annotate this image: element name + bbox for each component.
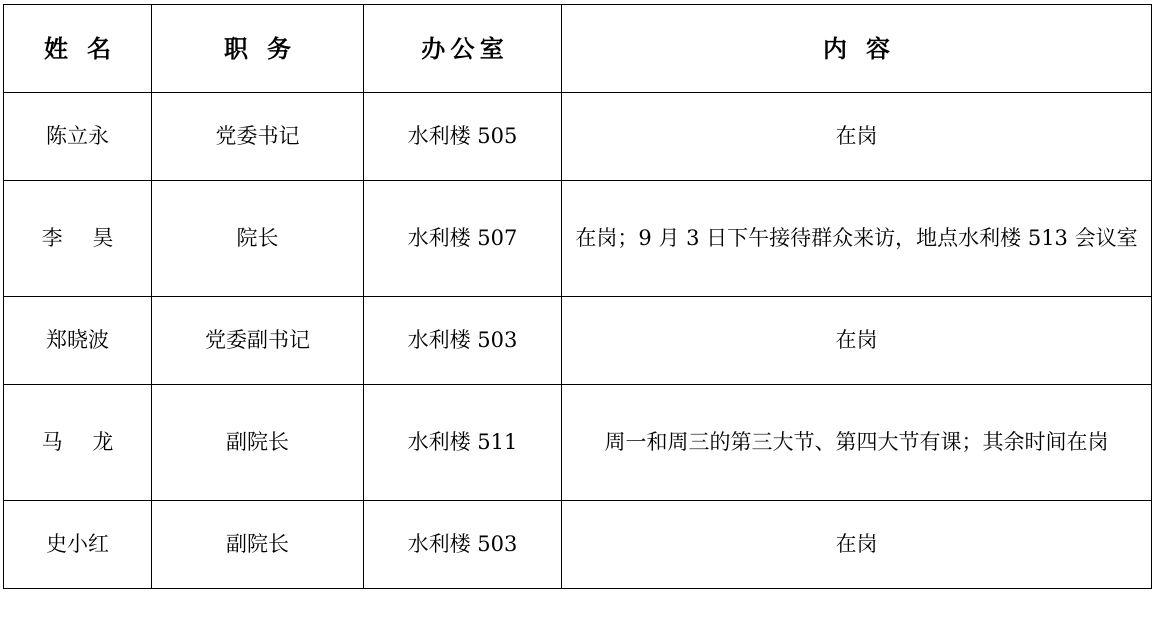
table-row — [4, 93, 1152, 181]
cell-office: 水利楼 507 — [364, 181, 562, 297]
cell-name: 李 昊 — [4, 181, 152, 297]
duty-roster-table — [3, 4, 1152, 589]
cell-title: 党委书记 — [152, 93, 364, 181]
table-header-row — [4, 5, 1152, 93]
cell-title: 副院长 — [152, 501, 364, 589]
cell-name: 郑晓波 — [4, 297, 152, 385]
cell-content: 在岗；9 月 3 日下午接待群众来访，地点水利楼 513 会议室 — [562, 181, 1152, 297]
cell-office: 水利楼 505 — [364, 93, 562, 181]
column-header-title: 职 务 — [152, 5, 364, 93]
cell-office: 水利楼 503 — [364, 297, 562, 385]
column-header-content: 内 容 — [562, 5, 1152, 93]
cell-title: 党委副书记 — [152, 297, 364, 385]
table-row — [4, 181, 1152, 297]
cell-name: 陈立永 — [4, 93, 152, 181]
cell-office: 水利楼 503 — [364, 501, 562, 589]
cell-content: 周一和周三的第三大节、第四大节有课；其余时间在岗 — [562, 385, 1152, 501]
table-row — [4, 501, 1152, 589]
cell-name: 马 龙 — [4, 385, 152, 501]
cell-name: 史小红 — [4, 501, 152, 589]
column-header-office: 办公室 — [364, 5, 562, 93]
table-body — [4, 5, 1152, 589]
table-row — [4, 385, 1152, 501]
column-header-name: 姓 名 — [4, 5, 152, 93]
document-page — [0, 4, 1154, 632]
cell-office: 水利楼 511 — [364, 385, 562, 501]
cell-content: 在岗 — [562, 297, 1152, 385]
cell-content: 在岗 — [562, 501, 1152, 589]
cell-title: 副院长 — [152, 385, 364, 501]
table-row — [4, 297, 1152, 385]
cell-title: 院长 — [152, 181, 364, 297]
cell-content: 在岗 — [562, 93, 1152, 181]
